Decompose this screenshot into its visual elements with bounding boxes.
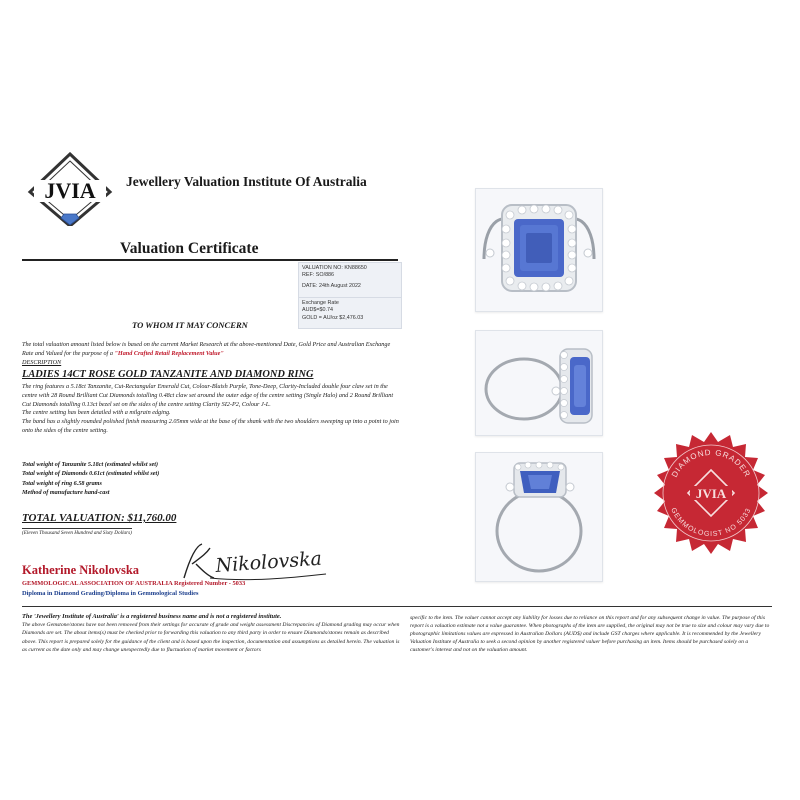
valuation-number: VALUATION NO: KN88650 [302,265,367,271]
association: GEMMOLOGICAL ASSOCIATION OF AUSTRALIA Registered Number - 5033 [22,580,246,587]
weight-line: Total weight of ring 6.58 grams [22,479,102,487]
ring-photo-angle [475,452,603,582]
valuation-date: DATE: 24th August 2022 [302,282,361,289]
description-line: The band has a slightly rounded polished finish measuring 2.05mm wide at the base of the shank with the two shoulders sweeping up into a point to join onto the sides of the centre setting. [22,418,399,434]
weights-list [22,460,402,497]
svg-text:GEMMOLOGIST NO 5033: GEMMOLOGIST NO 5033 [669,506,753,539]
certificate-title: Valuation Certificate [120,240,259,257]
exchange-rate-box [298,297,402,329]
svg-text:JVIA: JVIA [44,178,96,203]
diploma: Diploma in Diamond Grading/Diploma in Gemmological Studies [22,590,199,597]
item-title: LADIES 14CT ROSE GOLD TANZANITE AND DIAMOND RING [22,369,314,380]
footer-divider [22,606,772,607]
weight-line: Method of manufacture hand-cast [22,488,110,496]
exchange-rate-label: Exchange Rate [302,300,339,306]
jvia-logo [26,152,114,226]
disclaimer-heading: The 'Jewellery Institute of Australia' is a registered business name and is not a registered institute. [22,613,282,620]
valuer-name: Katherine Nikolovska [22,563,140,577]
reference-box [298,262,402,302]
footer-disclaimer-right: specific to the item. The valuer cannot accept any liability for losses due to reliance on this report and for any subsequent change in value. The purpose of this report is a valuation estimate not a value guarantee. When photographs of the item are supplied, the original may not be true to size and colour may vary due to photographic limitations values are expressed in Australian Dollars (AUD$) and include GST charges where applicable. It is recommended by the Jewellery Valuation Institute of Australia to seek a second opinion by another registered valuer before purchasing an item. Items should be purchased solely on a customer's interest and not on the valuation amount. [410,615,770,654]
diamond-grader-seal [648,430,774,556]
svg-text:DIAMOND GRADER: DIAMOND GRADER [669,447,753,479]
svg-text:Nikolovska: Nikolovska [214,547,323,577]
salutation: TO WHOM IT MAY CONCERN [132,320,248,330]
ring-photo-side [475,330,603,436]
gold-price: GOLD = AU/oz $2,476.03 [302,314,364,321]
intro-text: The total valuation amount listed below is based on the current Market Research at the above-mentioned Date, Gold Price and Australian Exchange Rate and Valued for the purpose of a [22,341,391,357]
weight-line: Total weight of Tanzanite 5.18ct (estimated whilst set) [22,461,159,468]
value-purpose: "Hand Crafted Retail Replacement Value" [114,349,224,357]
ring-photo-top [475,188,603,312]
weight-line: Total weight of Diamonds 0.61ct (estimated whilst set) [22,470,160,478]
total-in-words: (Eleven Thousand Seven Hundred and Sixty Dollars) [22,530,132,536]
signature [180,538,330,584]
total-valuation: TOTAL VALUATION: $11,760.00 [22,512,177,524]
description-line: The centre setting has been detailed with a milgrain edging. [22,409,171,417]
disclaimer-text: The above Gemstone/stones have not been removed from their settings for accurate of grade and weight assessment Discrepancies of Diamond grading may occur when Diamonds are set. The about items(s) must be checked prior to forwarding this valuation to any third party in order to ensure Diamonds/stones remain as described above. This report is prepared solely for the guidance of the client and is based upon the inspection, documentation and assumptions as detailed herein. The valuation is as current as the date only and may change unexpectedly due to fluctuation of market movement or factors [22,622,400,653]
footer-disclaimer-left [22,612,402,654]
description-line: The ring features a 5.18ct Tanzanite, Cut-Rectangular Emerald Cut, Colour-Bluish Purple, Tone-Deep, Clarity-Included double four claw set in the centre with 28 Round Brilliant Cut Diamonds totalling 0.48ct claw set around the outer edge of the centre setting (Single Halo) and 2 Round Brilliant Cut Diamonds totalling 0.13ct bezel set on the sides of the centre setting Clarity SI2-P2, Colour J-L. [22,383,394,408]
aud-rate: AUD$=$0.74 [302,307,334,314]
reference-number: REF: SO/886 [302,272,335,279]
title-divider [22,259,398,261]
svg-text:JVIA: JVIA [695,486,727,501]
intro-paragraph [22,341,402,367]
description-label: DESCRIPTION [22,358,62,366]
item-description [22,383,402,436]
org-name: Jewellery Valuation Institute Of Australia [126,174,367,189]
